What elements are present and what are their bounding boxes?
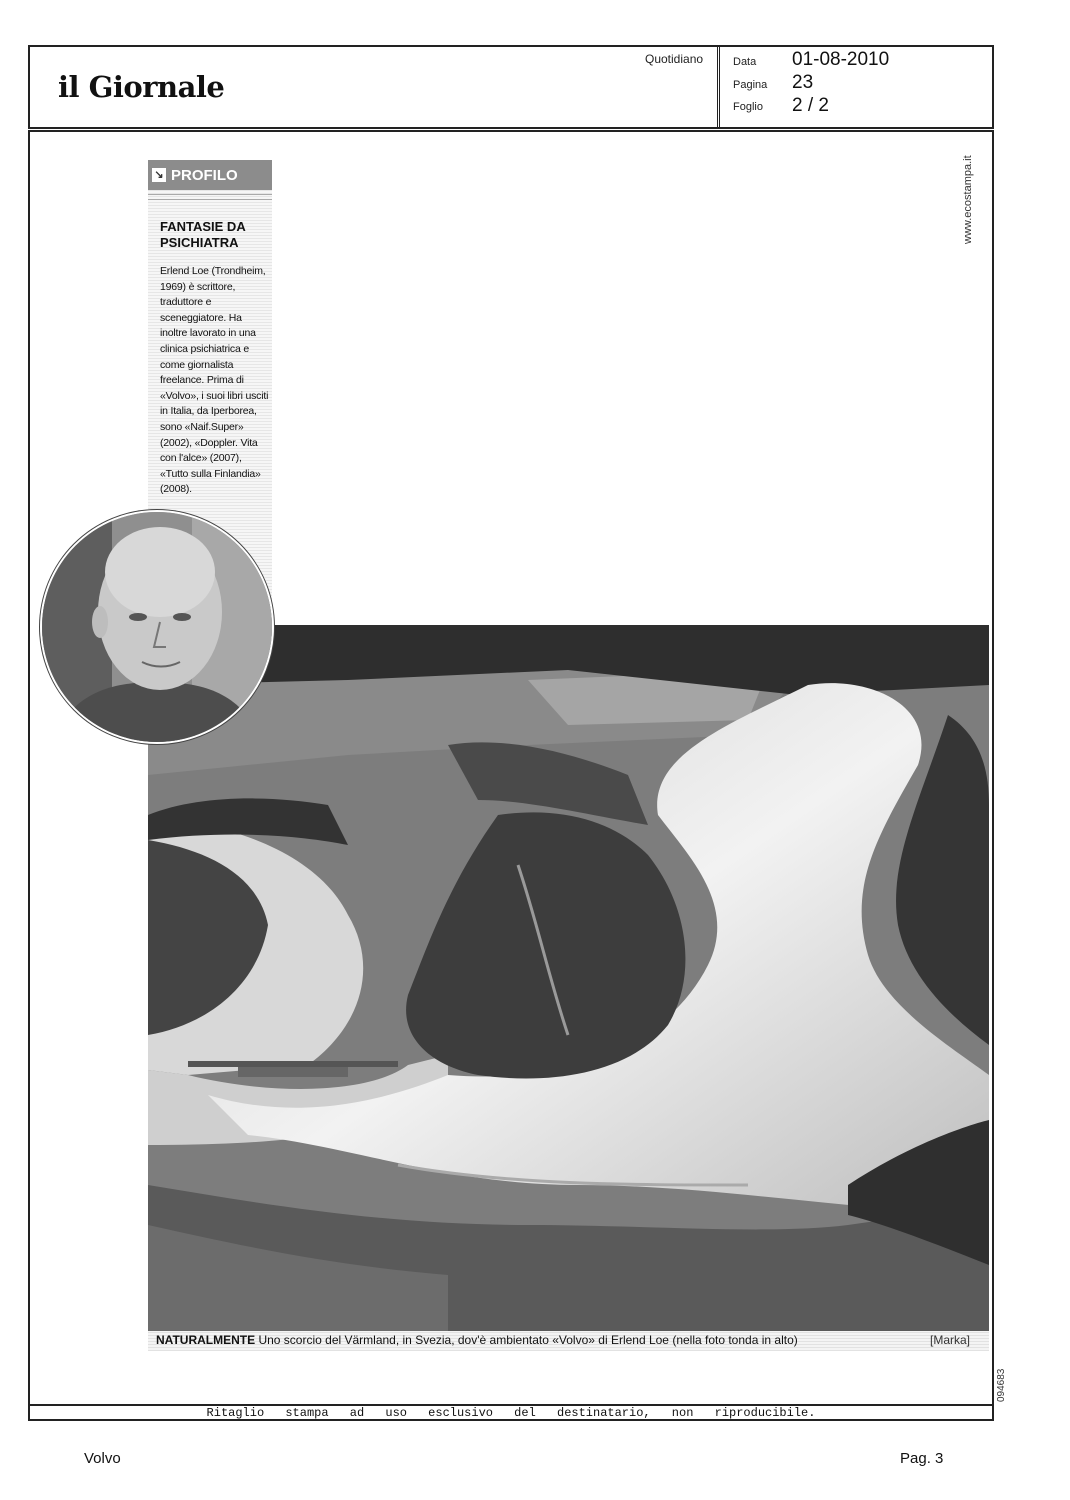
meta-value-data: 01-08-2010	[792, 49, 890, 70]
meta-label-data: Data	[733, 56, 757, 68]
masthead: il Giornale	[58, 70, 225, 104]
landscape-photo	[148, 625, 989, 1331]
meta-label-foglio: Foglio	[733, 101, 763, 113]
portrait-illustration	[42, 512, 272, 742]
publication-type: Quotidiano	[645, 52, 704, 66]
profilo-rule	[148, 194, 272, 200]
profilo-text: Erlend Loe (Trondheim, 1969) è scrittore, traduttore e sceneggiatore. Ha inoltre lavorato in una clinica psichiatrica e come giornalista freelance. Prima di «Volvo», i suoi libri usciti in Italia, da Iperborea, sono «Naif.Super» (2002), «Doppler. Vita con l'alce» (2007), «Tutto sulla Finlandia» (2008).	[160, 265, 269, 496]
footer-page-number: Pag. 3	[900, 1450, 944, 1467]
profilo-tag	[148, 160, 272, 190]
photo-credit: [Marka]	[930, 1333, 971, 1347]
meta-label-pagina: Pagina	[733, 79, 768, 91]
side-url: www.ecostampa.it	[962, 155, 974, 244]
disclaimer: Ritaglio stampa ad uso esclusivo del destinatario, non riproducibile.	[206, 1406, 816, 1420]
arrow-down-right-icon: ↘	[152, 168, 166, 182]
profilo-title: FANTASIE DA PSICHIATRA	[160, 219, 246, 250]
meta-value-pagina: 23	[792, 72, 814, 93]
profilo-tag-label: PROFILO	[171, 166, 238, 184]
caption-body: Uno scorcio del Värmland, in Svezia, dov'è ambientato «Volvo» di Erlend Loe (nella foto tonda in alto)	[258, 1333, 798, 1347]
river-landscape-illustration	[148, 625, 989, 1331]
meta-value-foglio: 2 / 2	[792, 95, 829, 116]
caption-lead: NATURALMENTE	[156, 1333, 256, 1347]
author-portrait	[40, 510, 274, 744]
footer-title: Volvo	[84, 1450, 121, 1467]
photo-caption	[156, 1333, 798, 1347]
side-code: 094683	[996, 1368, 1007, 1402]
header-divider	[717, 45, 720, 129]
